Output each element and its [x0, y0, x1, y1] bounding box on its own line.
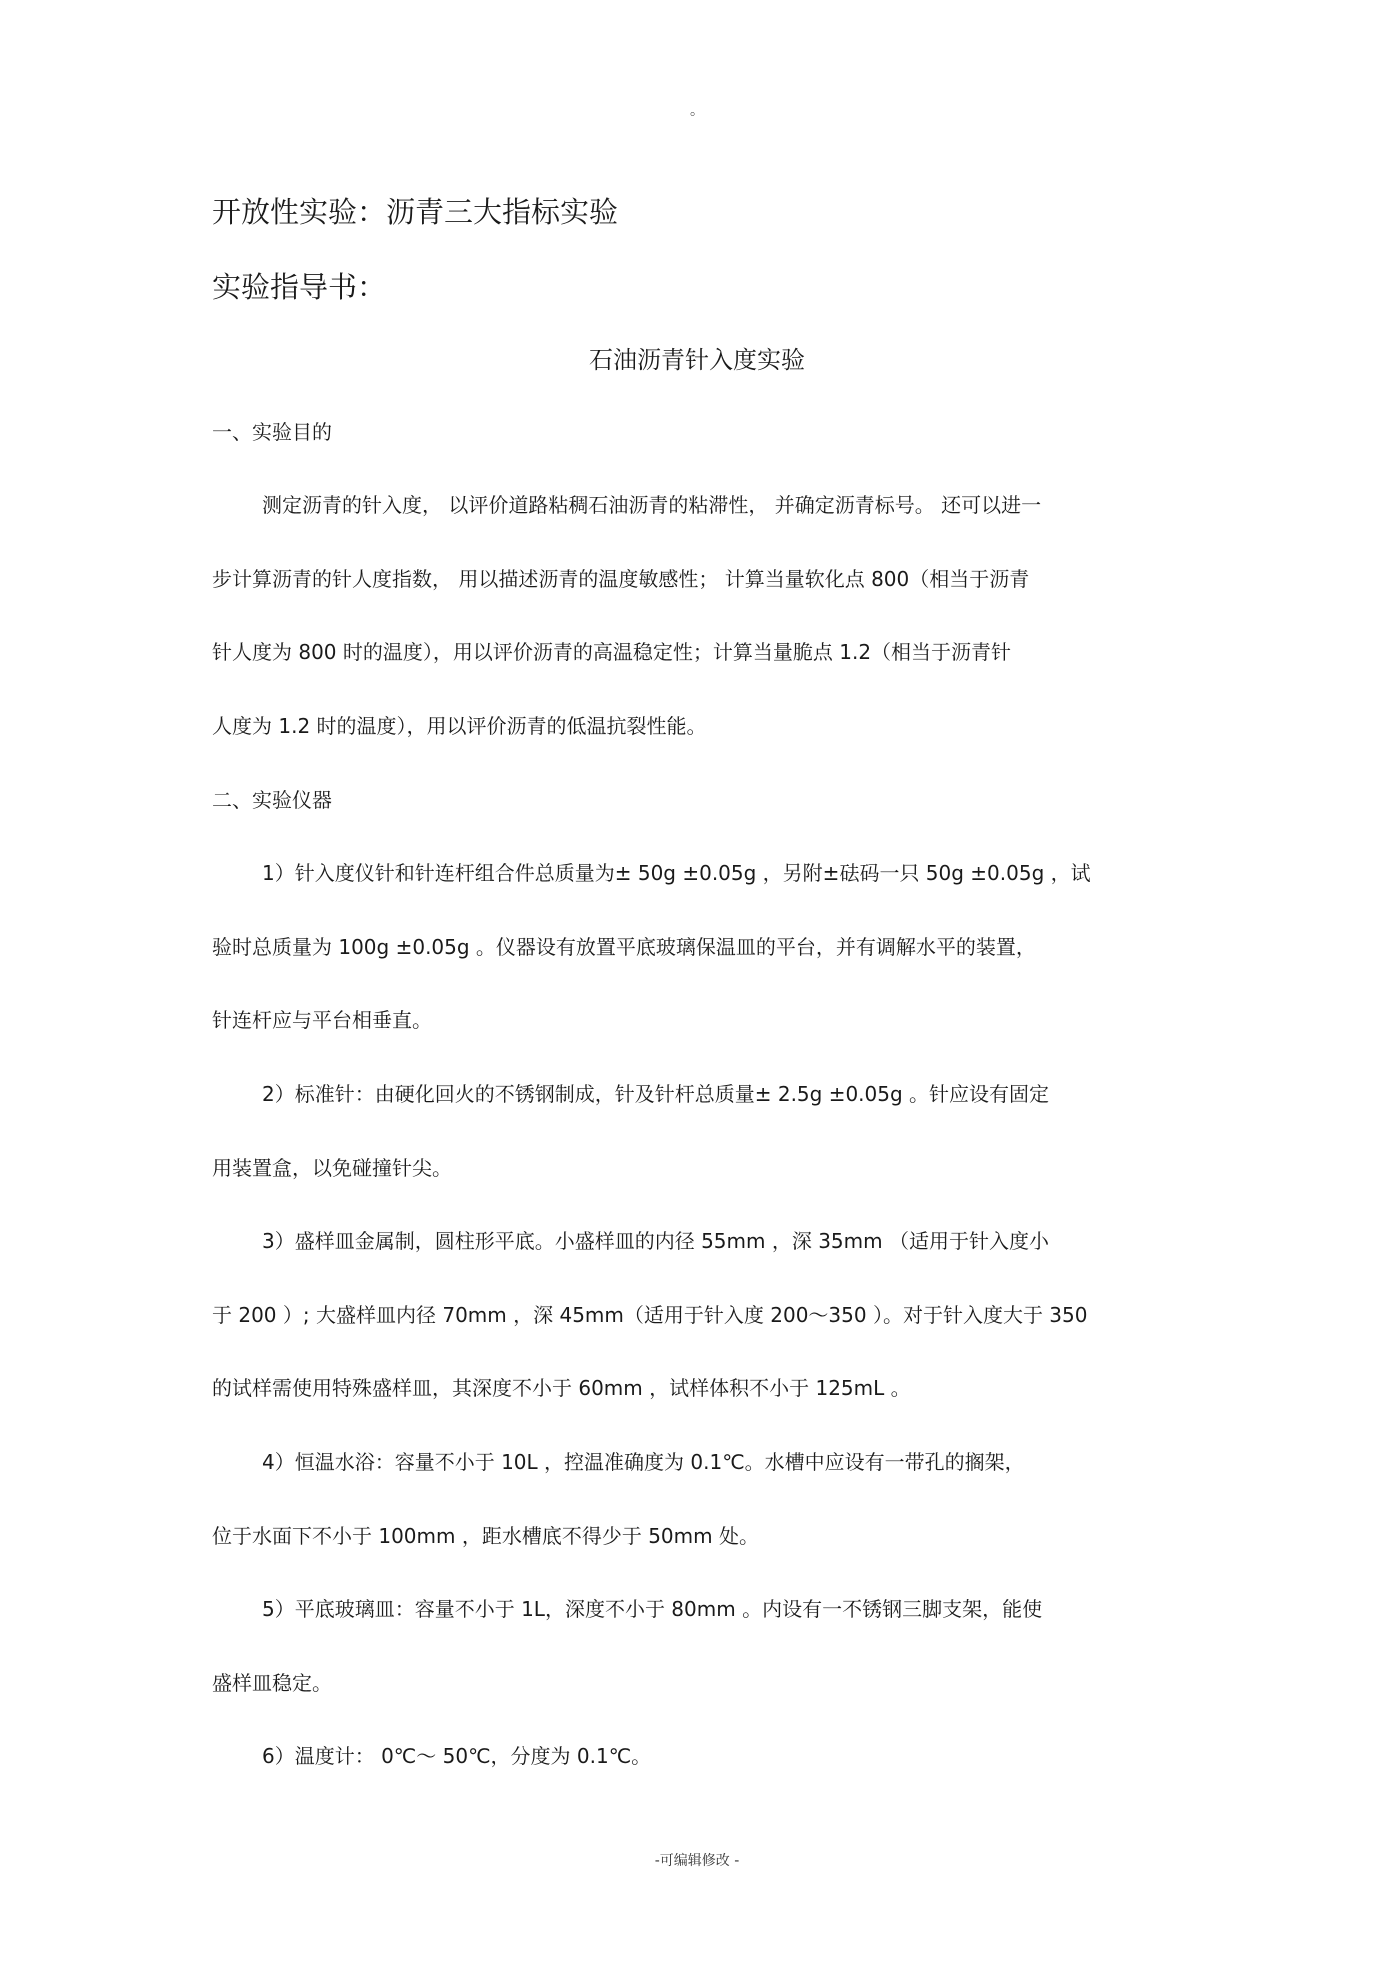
apparatus-line-6: 3）盛样皿金属制，圆柱形平底。小盛样皿的内径 55mm ，深 35mm （适用于针入度小 [262, 1229, 1049, 1253]
purpose-line-4: 人度为 1.2 时的温度），用以评价沥青的低温抗裂性能。 [212, 714, 707, 738]
apparatus-line-9: 4）恒温水浴：容量不小于 10L ，控温准确度为 0.1℃。水槽中应设有一带孔的搁架， [262, 1450, 1025, 1474]
document-title: 开放性实验：沥青三大指标实验 [212, 195, 619, 229]
apparatus-line-2: 验时总质量为 100g ±0.05g 。仪器设有放置平底玻璃保温皿的平台，并有调解水平的装置， [212, 935, 1036, 959]
apparatus-line-8: 的试样需使用特殊盛样皿，其深度不小于 60mm ，试样体积不小于 125mL 。 [212, 1376, 911, 1400]
apparatus-line-4: 2）标准针：由硬化回火的不锈钢制成，针及针杆总质量± 2.5g ±0.05g 。针应设有固定 [262, 1082, 1050, 1106]
document-subtitle: 实验指导书： [212, 270, 387, 304]
section-title: 石油沥青针入度实验 [589, 346, 805, 374]
apparatus-line-10: 位于水面下不小于 100mm ，距水槽底不得少于 50mm 处。 [212, 1524, 759, 1548]
apparatus-line-1: 1）针入度仪针和针连杆组合件总质量为± 50g ±0.05g ，另附±砝码一只 50g ±0.05g ，试 [262, 861, 1091, 885]
apparatus-line-3: 针连杆应与平台相垂直。 [212, 1008, 432, 1032]
apparatus-line-7: 于 200 ）; 大盛样皿内径 70mm ，深 45mm（适用于针入度 200～350 ）。对于针入度大于 350 [212, 1303, 1088, 1327]
purpose-line-2: 步计算沥青的针人度指数， 用以描述沥青的温度敏感性； 计算当量软化点 800（相当于沥青 [212, 567, 1030, 591]
apparatus-heading: 二、实验仪器 [212, 788, 332, 812]
purpose-heading: 一、实验目的 [212, 420, 332, 444]
purpose-line-3: 针人度为 800 时的温度），用以评价沥青的高温稳定性；计算当量脆点 1.2（相当于沥青针 [212, 640, 1012, 664]
apparatus-line-5: 用装置盒，以免碰撞针尖。 [212, 1156, 452, 1180]
apparatus-line-11: 5）平底玻璃皿：容量不小于 1L，深度不小于 80mm 。内设有一不锈钢三脚支架，能使 [262, 1597, 1043, 1621]
page-footer: -可编辑修改 - [654, 1853, 740, 1869]
apparatus-line-12: 盛样皿稳定。 [212, 1671, 332, 1695]
header-mark: 。 [690, 103, 704, 119]
purpose-line-1: 测定沥青的针入度， 以评价道路粘稠石油沥青的粘滞性， 并确定沥青标号。 还可以进一 [262, 493, 1042, 517]
apparatus-line-13: 6）温度计： 0℃～ 50℃，分度为 0.1℃。 [262, 1744, 652, 1768]
